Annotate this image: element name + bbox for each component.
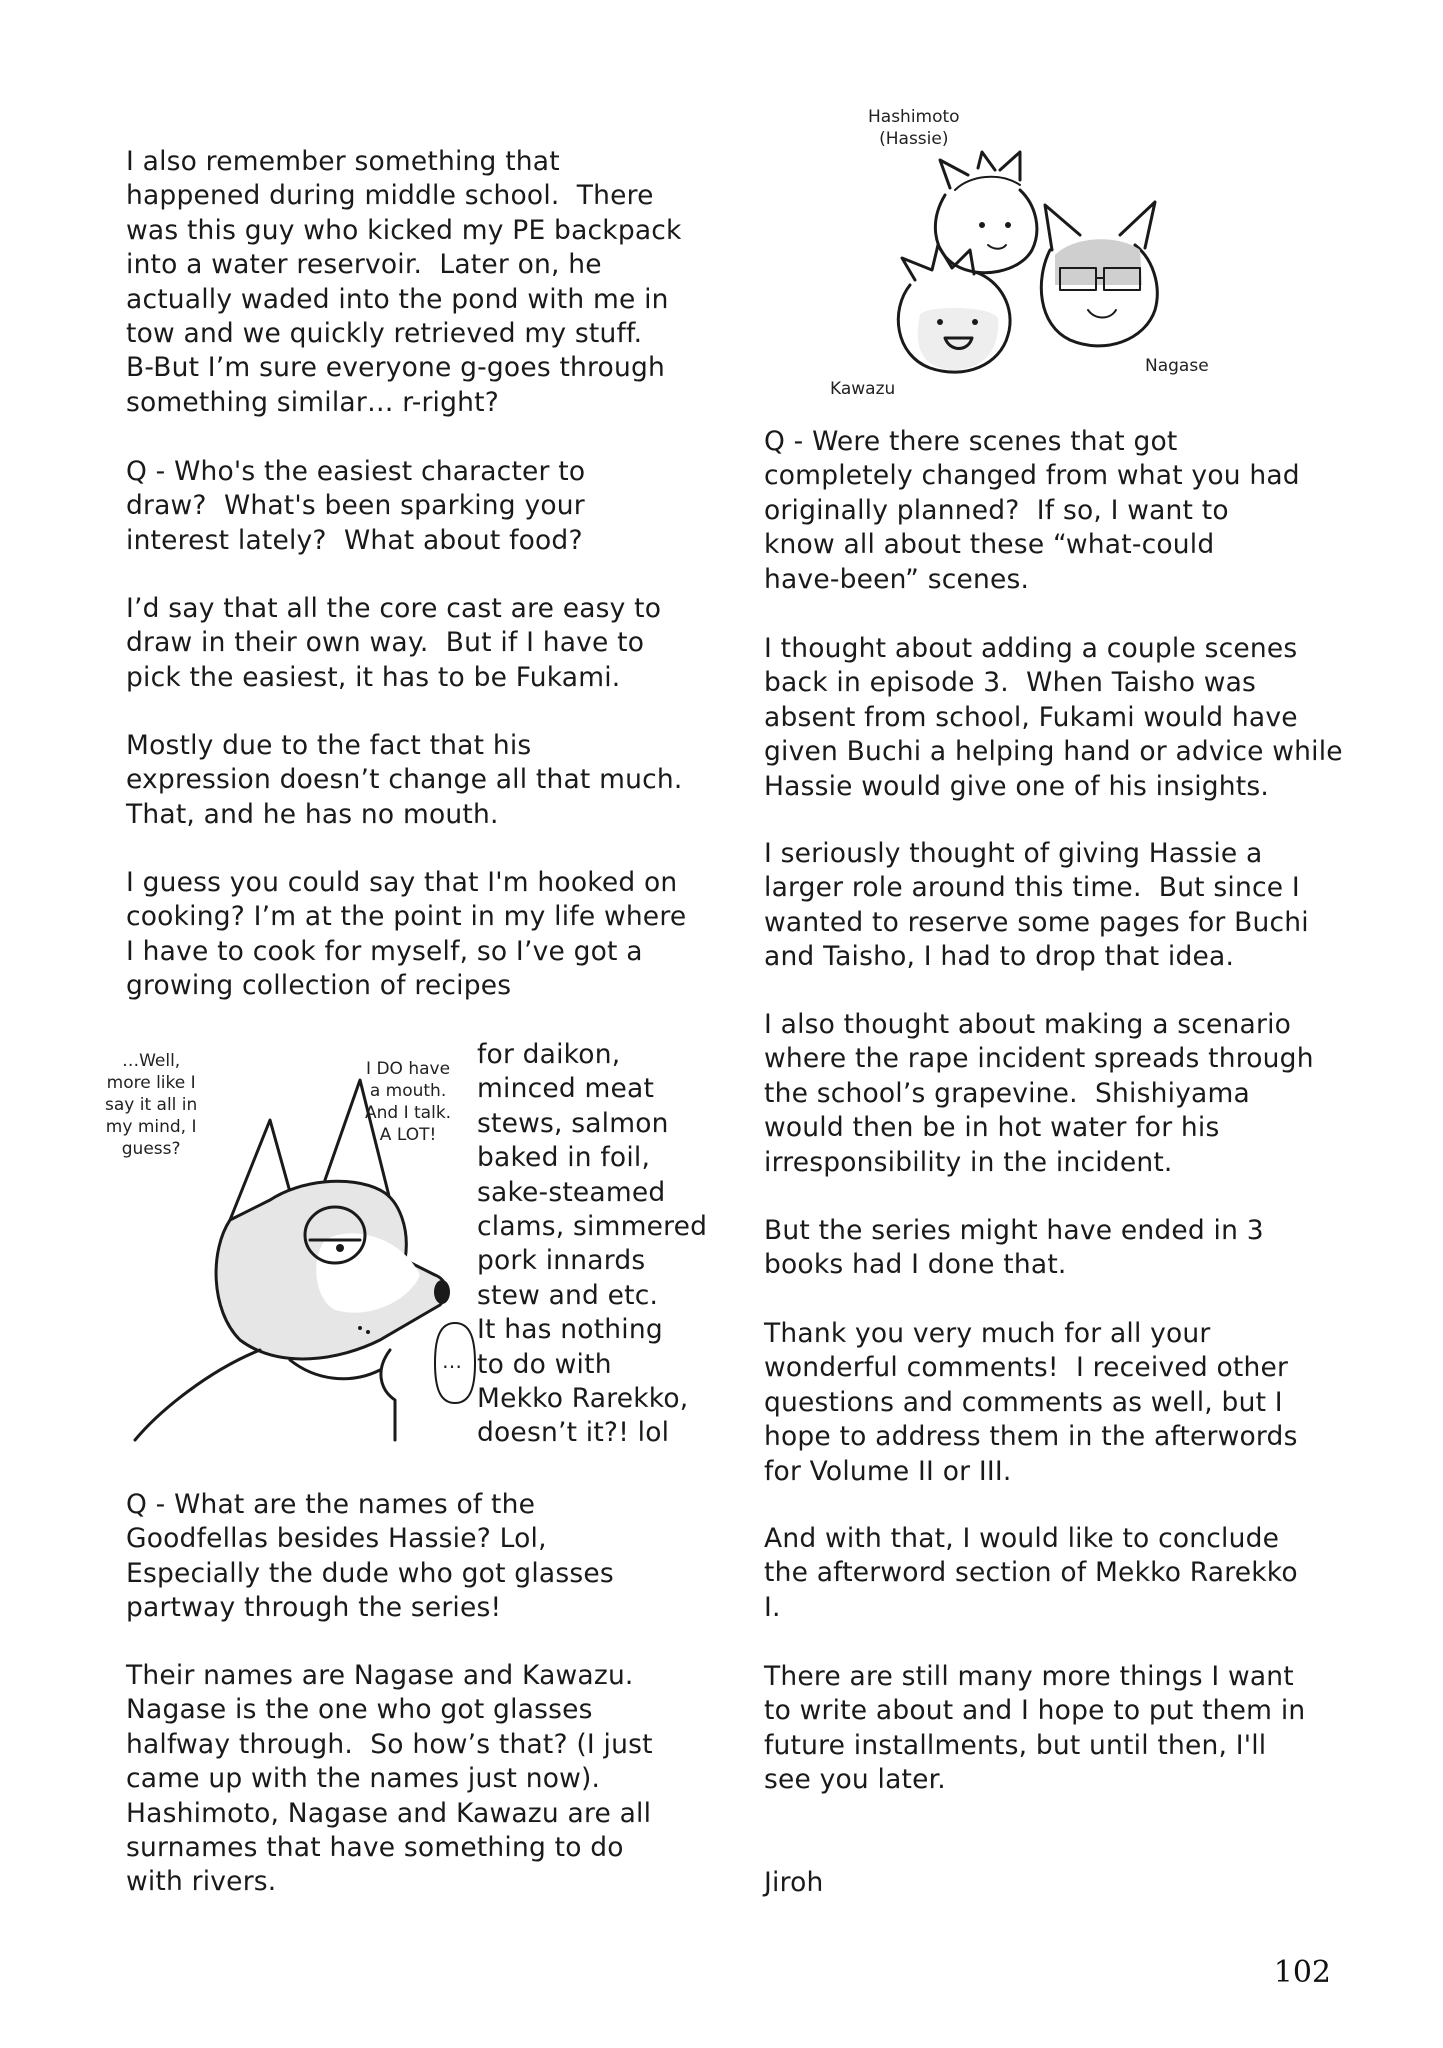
nagase-head [1041,202,1157,346]
kawazu-head [898,245,1010,372]
answer-goodfellas-names: Their names are Nagase and Kawazu. Nagase is the one who got glasses halfway through. So how’s that? (I just came up with the names just now). Hashimoto, Nagase and Kawazu are all surnames that have something to do with rivers. [126,1660,653,1898]
fukami-mouth-text: I DO have a mouth. And I talk. A LOT! [365,1059,452,1145]
question-goodfellas-names: Q - What are the names of the Goodfellas besides Hassie? Lol, Especially the dude who got glasses partway through the series! [126,1489,614,1624]
farewell-paragraph: There are still many more things I want to write about and I hope to put them in future installments, but until then, I'll see you later. [764,1661,1306,1796]
question-changed-scenes: Q - Were there scenes that got completely changed from what you had originally planned? If so, I want to know all about these “what-could have-been” scenes. [764,426,1300,595]
hashimoto-head [935,152,1036,273]
fukami-thought-text: …Well, more like I say it all in my mind, I guess? [105,1051,198,1159]
page-number: 102 [1273,1955,1331,1990]
label-kawazu: Kawazu [830,379,896,399]
question-easiest-character: Q - Who's the easiest character to draw? What's been sparking your interest lately? What about food? [126,456,586,556]
signature-jiroh: Jiroh [764,1867,824,1898]
answer-recipes-list: for daikon, minced meat stews, salmon baked in foil, sake-steamed clams, simmered pork innards stew and etc. It has nothing to do with Mekko Rarekko, doesn’t it?! lol [477,1039,708,1449]
label-hashimoto: Hashimoto (Hassie) [868,107,960,149]
thanks-paragraph: Thank you very much for all your wonderful comments! I received other questions and comments as well, but I hope to address them in the afterwords for Volume II or III. [764,1318,1298,1487]
answer-episode-3: I thought about adding a couple scenes back in episode 3. When Taisho was absent from school, Fukami would have given Buchi a helping hand or advice while Hassie would give one of his insights. [764,633,1343,802]
conclusion-paragraph: And with that, I would like to conclude the afterword section of Mekko Rarekko I. [764,1523,1298,1623]
answer-core-cast: I’d say that all the core cast are easy to draw in their own way. But if I have to pick the easiest, it has to be Fukami. [126,593,662,693]
answer-cooking: I guess you could say that I'm hooked on cooking? I’m at the point in my life where I have to cook for myself, so I’ve got a growing collection of recipes [126,867,687,1002]
answer-series-length: But the series might have ended in 3 books had I done that. [764,1215,1264,1281]
answer-expression: Mostly due to the fact that his expression doesn’t change all that much. That, and he has no mouth. [126,730,683,830]
answer-scenario: I also thought about making a scenario where the rape incident spreads through the school’s grapevine. Shishiyama would then be in hot water for his irresponsibility in the incident. [764,1009,1314,1178]
speech-bubble-dots: … [442,1349,462,1373]
fukami-illustration [120,1060,470,1440]
label-nagase: Nagase [1145,356,1209,376]
goodfellas-illustration [870,140,1240,400]
paragraph-middle-school: I also remember something that happened during middle school. There was this guy who kicked my PE backpack into a water reservoir. Later on, he actually waded into the pond with me in tow and we quickly retrieved my stuff. B-But I’m sure everyone g-goes through something similar… r-right? [126,146,682,418]
answer-hassie-role: I seriously thought of giving Hassie a larger role around this time. But since I wanted to reserve some pages for Buchi and Taisho, I had to drop that idea. [764,838,1309,973]
